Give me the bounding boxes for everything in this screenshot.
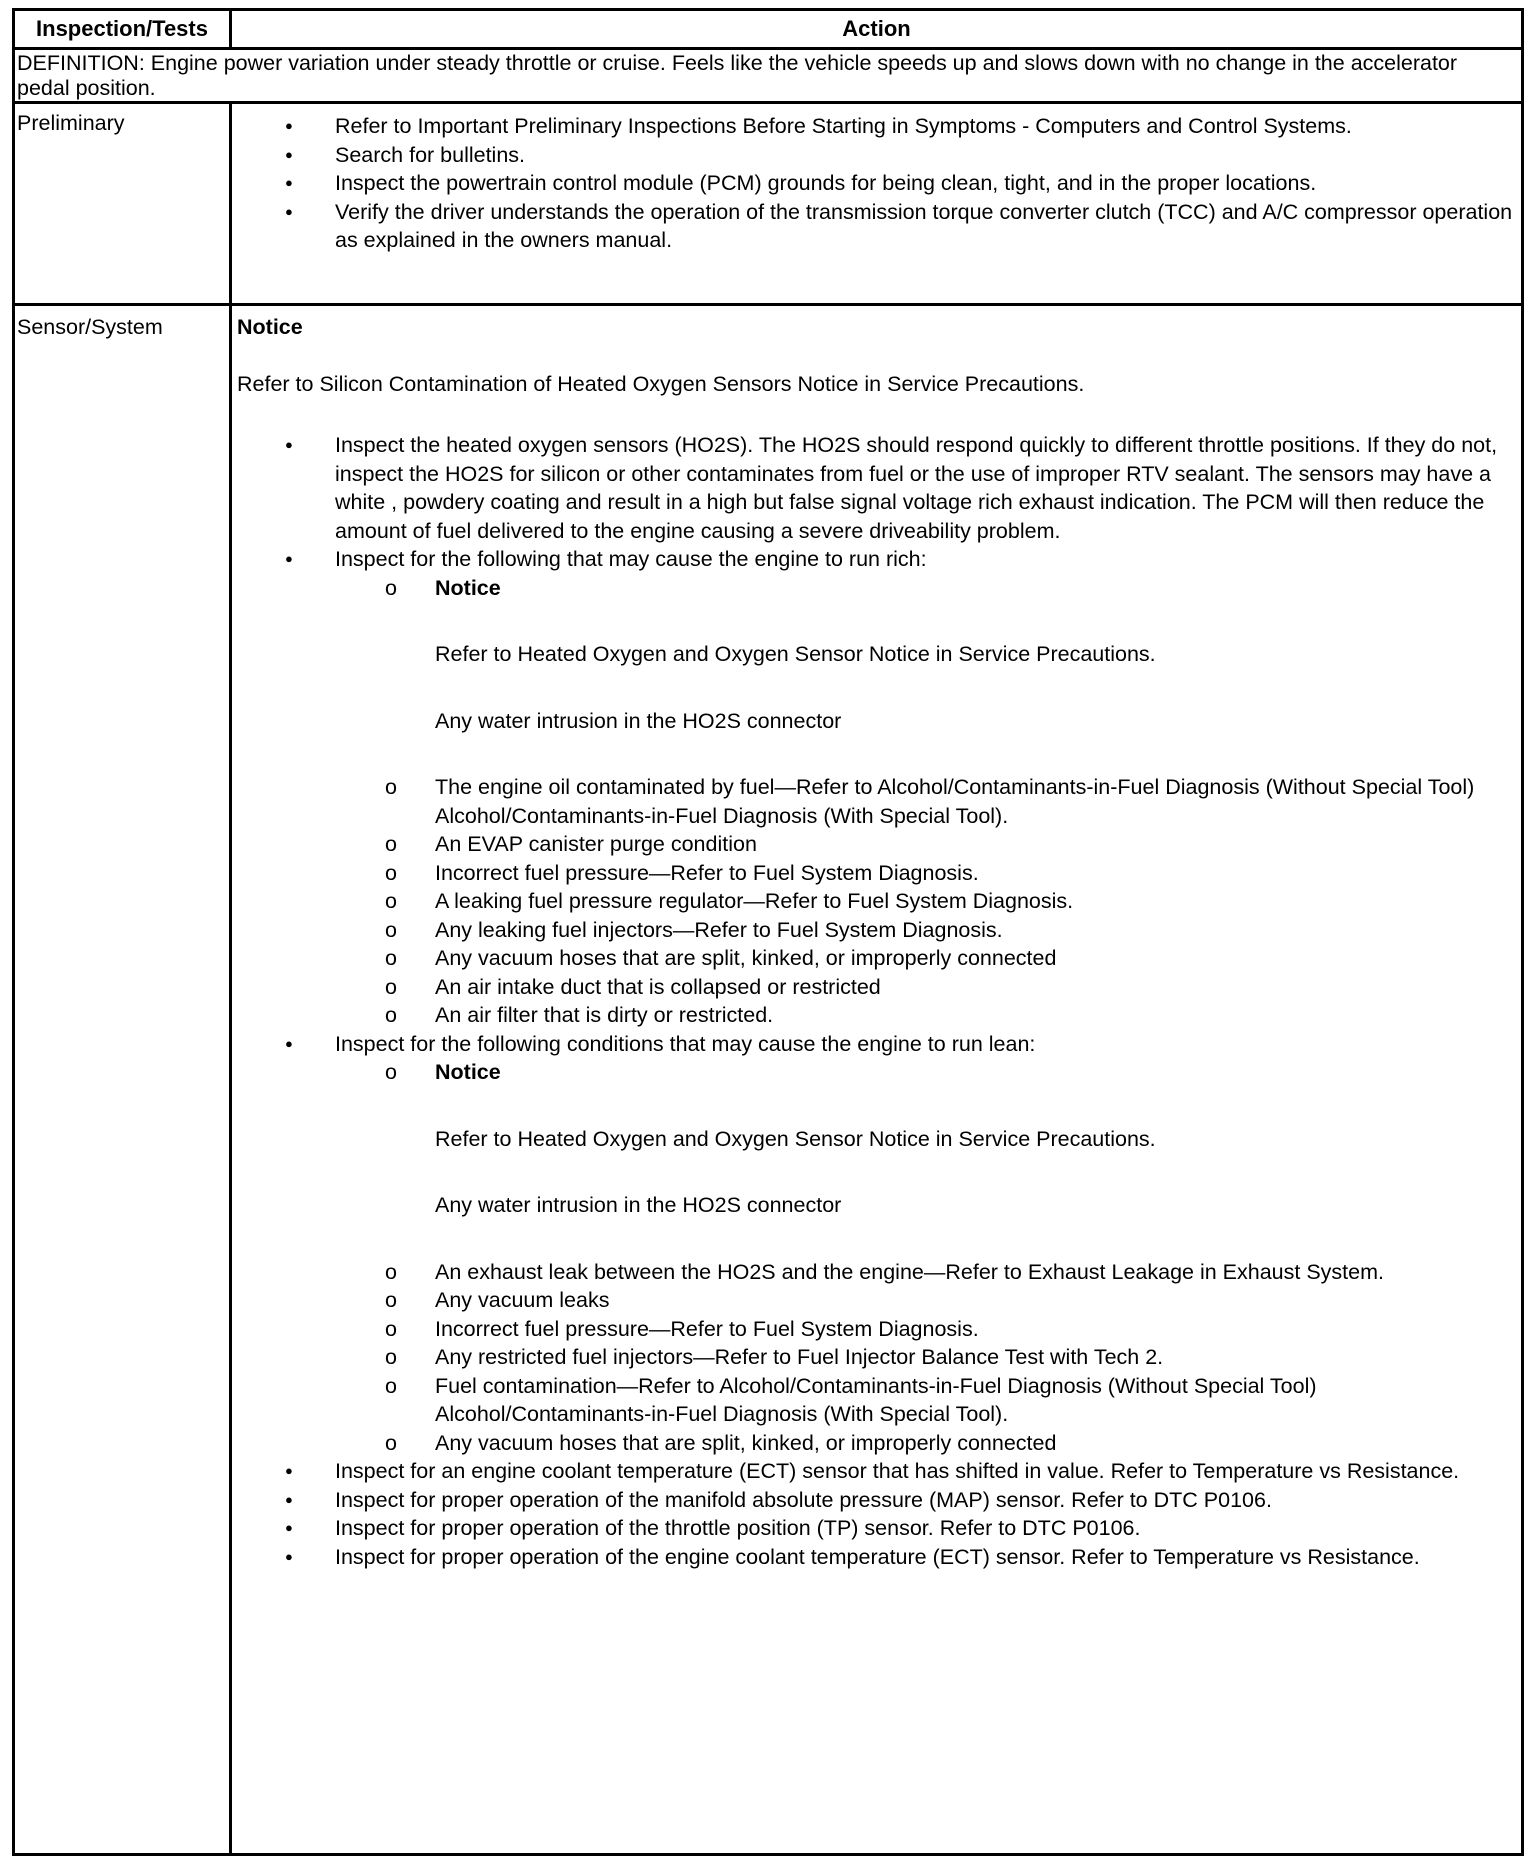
sub-item-notice [335,574,1513,774]
definition-divider [15,101,1521,104]
preliminary-label: Preliminary [17,111,125,135]
sub-item: o A leaking fuel pressure regulator—Refer to Fuel System Diagnosis. [335,887,1513,916]
header-action: Action [842,16,911,41]
notice-text: Refer to Heated Oxygen and Oxygen Sensor Notice in Service Precautions. [435,642,1156,666]
notice-heading: o Notice [435,575,501,600]
diagnostic-table [12,8,1524,1856]
list-item-run-lean [237,1030,1513,1458]
sub-item: o Any vacuum leaks [335,1286,1513,1315]
notice-heading: Notice [237,315,303,339]
list-item-map: ● Inspect for proper operation of the manifold absolute pressure (MAP) sensor. Refer to DTC P0106. [237,1486,1513,1515]
definition-text: DEFINITION: Engine power variation under steady throttle or cruise. Feels like the vehicle speeds up and slows down with no change in the accelerator pedal position. [17,51,1458,100]
list-item-tp: ● Inspect for proper operation of the throttle position (TP) sensor. Refer to DTC P0106. [237,1514,1513,1543]
run-rich-text: Inspect for the following that may cause the engine to run rich: [335,547,927,571]
list-item: ● Inspect the powertrain control module (PCM) grounds for being clean, tight, and in the proper locations. [237,169,1513,198]
preliminary-actions [237,112,1513,255]
notice-item: Any water intrusion in the HO2S connector [435,708,842,733]
sub-item: o An air filter that is dirty or restricted. [335,1001,1513,1030]
list-item-ect-operation: ● Inspect for proper operation of the engine coolant temperature (ECT) sensor. Refer to Temperature vs Resistance. [237,1543,1513,1572]
notice-heading: o Notice [435,1060,501,1084]
list-item-ect-shift: ● Inspect for an engine coolant temperature (ECT) sensor that has shifted in value. Refer to Temperature vs Resistance. [237,1457,1513,1486]
header-inspection-tests: Inspection/Tests [36,16,208,41]
sub-item: o Any leaking fuel injectors—Refer to Fuel System Diagnosis. [335,916,1513,945]
header-divider [15,47,1521,50]
notice-text: Refer to Heated Oxygen and Oxygen Sensor Notice in Service Precautions. [435,1126,1156,1151]
sensor-system-actions [237,313,1513,1571]
sub-item: o An EVAP canister purge condition [335,830,1513,859]
sub-item-notice [335,1058,1513,1258]
list-item-run-rich [237,545,1513,1030]
list-item: ● Search for bulletins. [237,141,1513,170]
list-item-ho2s: ● Inspect the heated oxygen sensors (HO2S). The HO2S should respond quickly to different throttle positions. If they do not, inspect the HO2S for silicon or other contaminates from fuel or the use of improper RTV sealant. The sensors may have a white , powdery coating and result in a high but false signal voltage rich exhaust indication. The PCM will then reduce the amount of fuel delivered to the engine causing a severe driveability problem. [237,431,1513,545]
sub-item: o An air intake duct that is collapsed or restricted [335,973,1513,1002]
sub-item: o Any vacuum hoses that are split, kinked, or improperly connected [335,1429,1513,1458]
body-column-divider [229,101,232,1853]
sub-item: o Any restricted fuel injectors—Refer to Fuel Injector Balance Test with Tech 2. [335,1343,1513,1372]
preliminary-divider [15,303,1521,306]
sensor-system-label: Sensor/System [17,315,163,339]
list-item: ● Refer to Important Preliminary Inspections Before Starting in Symptoms - Computers and Control Systems. [237,112,1513,141]
sub-item: o The engine oil contaminated by fuel—Refer to Alcohol/Contaminants-in-Fuel Diagnosis (Without Special Tool) Alcohol/Contaminants-in-Fuel Diagnosis (With Special Tool). [335,773,1513,830]
list-item: ● Verify the driver understands the operation of the transmission torque converter clutch (TCC) and A/C compressor operation as explained in the owners manual. [237,198,1513,255]
sub-item: o Incorrect fuel pressure—Refer to Fuel System Diagnosis. [335,859,1513,888]
sub-item: o Fuel contamination—Refer to Alcohol/Contaminants-in-Fuel Diagnosis (Without Special Tool) Alcohol/Contaminants-in-Fuel Diagnosis (With Special Tool). [335,1372,1513,1429]
notice-text: Refer to Silicon Contamination of Heated Oxygen Sensors Notice in Service Precautions. [237,371,1085,396]
sub-item: o An exhaust leak between the HO2S and the engine—Refer to Exhaust Leakage in Exhaust System. [335,1258,1513,1287]
notice-item: Any water intrusion in the HO2S connector [435,1193,842,1217]
run-lean-text: Inspect for the following conditions that may cause the engine to run lean: [335,1031,1036,1056]
sub-item: o Incorrect fuel pressure—Refer to Fuel System Diagnosis. [335,1315,1513,1344]
sub-item: o Any vacuum hoses that are split, kinked, or improperly connected [335,944,1513,973]
